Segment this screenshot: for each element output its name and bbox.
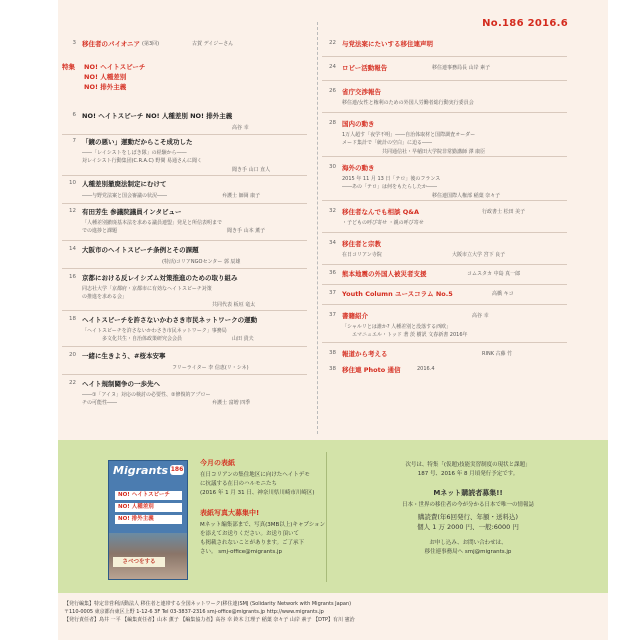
entry-title: ヘイト規制闘争の一歩先へ bbox=[82, 380, 160, 388]
page-number: 7 bbox=[72, 138, 76, 144]
page-number: 28 bbox=[329, 120, 336, 126]
entry-title: 海外の動き bbox=[342, 164, 375, 172]
entry-subtitle: の推進を求める会」 bbox=[82, 294, 128, 300]
photo-call-text: も掲載されないことがあります。ご了承下 bbox=[200, 540, 305, 546]
entry-author: 高谷 幸 bbox=[472, 313, 489, 319]
entry-title: 移住者のパイオニア bbox=[82, 40, 141, 48]
entry-author: 共同通信社・早稲田大学院非常勤講師 澤 康臣 bbox=[382, 149, 486, 155]
cover-line: NO! ヘイトスピーチ bbox=[115, 491, 182, 500]
entry-subtitle: 2016.4 bbox=[417, 366, 435, 372]
entry-title: 書籍紹介 bbox=[342, 312, 368, 320]
entry-subtitle: での進捗と課題 bbox=[82, 228, 118, 234]
publisher-line: 【発行編集】特定非営利活動法人 移住者と連帯する全国ネットワーク(移住連)SMJ (Solidarity Network with Migrants Japan) bbox=[64, 601, 352, 607]
entry-subtitle: 対レイシスト行動集団(C.R.A.C) 野間 易通さんに聞く bbox=[82, 158, 203, 164]
entry-subtitle: 在日コリアン寺院 bbox=[342, 252, 382, 258]
entry-author: フリーライター 李 信恵(リ・シネ) bbox=[172, 365, 249, 371]
next-issue-text: 187 号、2016 年 8 月頃発行予定です。 bbox=[417, 471, 519, 477]
entry-author: (特活)コリアNGOセンター 郭 辰雄 bbox=[162, 259, 241, 265]
entry-title: 移住者と宗教 bbox=[342, 240, 381, 248]
entry-author: 高谷 幸 bbox=[232, 125, 249, 131]
entry-title: ロビー活動報告 bbox=[342, 64, 388, 72]
entry-title: 移住連 Photo 通信 bbox=[342, 366, 401, 374]
page-number: 30 bbox=[329, 164, 336, 170]
page-number: 24 bbox=[329, 64, 336, 70]
cover-photo bbox=[109, 533, 187, 579]
page-number: 37 bbox=[329, 312, 336, 318]
divider bbox=[322, 342, 567, 343]
page-number: 32 bbox=[329, 208, 336, 214]
entry-author: コムスタカ 中島 真一郎 bbox=[467, 271, 521, 277]
page-number: 38 bbox=[329, 366, 336, 372]
entry-title-suffix: (第3回) bbox=[142, 41, 160, 47]
entry-title: 省庁交渉報告 bbox=[342, 88, 381, 96]
entry-subtitle: ――与野党法案と国会審議の状況―― bbox=[82, 193, 168, 199]
entry-title: Youth Column ユースコラム No.5 bbox=[342, 290, 453, 298]
entry-subtitle: チの可能性―― bbox=[82, 400, 118, 406]
address-line: 〒110-0005 東京都台東区上野 1-12-6 3F Tel 03-3837-2316 smj-office@migrants.jp http://www.migrants.jp bbox=[64, 609, 324, 615]
entry-title: 人種差別撤廃法制定にむけて bbox=[82, 180, 167, 188]
page-number: 38 bbox=[329, 350, 336, 356]
magazine-title: Migrants bbox=[113, 464, 169, 477]
divider bbox=[62, 310, 307, 311]
page-number: 36 bbox=[329, 270, 336, 276]
entry-author: 弁護士 富増 四季 bbox=[212, 400, 251, 406]
entry-subtitle: メード集計で「統計の空白」に迫る―― bbox=[342, 140, 433, 146]
entry-subtitle: 「シャルリとは誰か? 人種差別と没落する西欧」 bbox=[342, 324, 452, 330]
divider bbox=[322, 264, 567, 265]
entry-title: 京都における反レイシズム対策推進のための取り組み bbox=[82, 274, 238, 282]
page-number: 26 bbox=[329, 88, 336, 94]
entry-title: 一緒に生きよう、#桜本安寧 bbox=[82, 352, 166, 360]
divider bbox=[62, 203, 307, 204]
subscription-price: 個人 1 万 2000 円、一般:6000 円 bbox=[417, 523, 519, 531]
entry-title: 熊本地震の外国人被災者支援 bbox=[342, 270, 427, 278]
divider bbox=[322, 56, 567, 57]
feature-label: 特集 bbox=[62, 63, 75, 71]
cover-line: NO! 排外主義 bbox=[115, 515, 182, 524]
next-issue-text: 次号は、特集「(仮題)技能実習制度の現状と課題」 bbox=[405, 462, 531, 468]
entry-subtitle: 移住連/女性と権利のための外国人労働者総行動実行委員会 bbox=[342, 100, 474, 106]
entry-author: 弁護士 師岡 康子 bbox=[222, 193, 261, 199]
divider bbox=[322, 304, 567, 305]
entry-author: 移住連国際人権部 稲葉 奈々子 bbox=[432, 193, 501, 199]
cover-caption: (2016 年 1 月 31 日、神奈川県川崎市川崎区) bbox=[200, 490, 315, 496]
page-number: 14 bbox=[69, 246, 76, 252]
entry-title: 大阪市のヘイトスピーチ条例とその課題 bbox=[82, 246, 199, 254]
cover-caption: に抗議する在日のハルモニたち bbox=[200, 481, 278, 487]
info-band bbox=[58, 440, 608, 593]
cover-caption: 在日コリアンの集住地区に向けたヘイトデモ bbox=[200, 472, 310, 478]
page-number: 16 bbox=[69, 274, 76, 280]
contact-text: お申し込み、お問い合わせは、 bbox=[429, 540, 507, 546]
page-number: 12 bbox=[69, 208, 76, 214]
entry-author: 共同代表 板垣 竜太 bbox=[212, 302, 256, 308]
divider bbox=[322, 200, 567, 201]
divider bbox=[322, 156, 567, 157]
entry-subtitle: 「ヘイトスピーチを許さないかわさき市民ネットワーク」事務局 bbox=[82, 328, 227, 334]
divider bbox=[322, 112, 567, 113]
photo-call-heading: 表紙写真大募集中! bbox=[200, 509, 260, 517]
entry-subtitle: ――①「アイヌ」対応の検討の必要性、②修復的アプロー bbox=[82, 392, 211, 398]
entry-author: RINK 古藤 竹 bbox=[482, 351, 513, 357]
editors-line: 【発行責任者】鳥井 一平 【編集責任者】山本 薫子 【編集協力者】高谷 幸 鈴木 江理子 稲葉 奈々子 山岸 素子 【DTP】有川 憲治 bbox=[64, 617, 355, 623]
page-number: 18 bbox=[69, 316, 76, 322]
page-number: 10 bbox=[69, 180, 76, 186]
entry-author: 行政書士 松田 美子 bbox=[482, 209, 526, 215]
page-number: 6 bbox=[72, 112, 76, 118]
feature-line: NO! ヘイトスピーチ bbox=[84, 63, 146, 71]
divider bbox=[62, 346, 307, 347]
page-number: 22 bbox=[329, 40, 336, 46]
photo-call-text[interactable]: さい。 smj-office@migrants.jp bbox=[200, 549, 282, 555]
feature-line: NO! 人種差別 bbox=[84, 73, 127, 81]
divider bbox=[62, 240, 307, 241]
entry-author: 山田 貴夫 bbox=[232, 336, 254, 342]
magazine-number: 186 bbox=[170, 466, 184, 473]
photo-call-text: Mネット編集部まで、写真(3MB以上)キャプション bbox=[200, 522, 326, 528]
colophon bbox=[58, 600, 608, 624]
contact-email[interactable]: 移住連事務局へ smj@migrants.jp bbox=[424, 549, 512, 555]
entry-title: 報道から考える bbox=[342, 350, 388, 358]
cover-line: NO! 人種差別 bbox=[115, 503, 182, 512]
page-number: 22 bbox=[69, 380, 76, 386]
divider bbox=[62, 374, 307, 375]
column-divider bbox=[317, 22, 318, 434]
divider bbox=[62, 175, 307, 176]
entry-author: 古賀 デイジーさん bbox=[192, 41, 234, 47]
entry-title: 移住者なんでも相談 Q&A bbox=[342, 208, 419, 216]
entry-subtitle: 2015 年 11 月 13 日「テロ」後のフランス bbox=[342, 176, 441, 182]
cover-banner: さべつをする bbox=[113, 557, 165, 567]
subscription-price: 購読費(年6回発行、年額・送料込) bbox=[417, 513, 519, 521]
page-number: 20 bbox=[69, 352, 76, 358]
cover-thumbnail[interactable] bbox=[108, 460, 188, 580]
entry-title: NO! ヘイトスピーチ NO! 人種差別 NO! 排外主義 bbox=[82, 112, 233, 120]
page-number: 3 bbox=[72, 40, 76, 46]
subscription-tagline: 日本・世界の移住者の今が分かる日本で唯一の情報誌 bbox=[401, 502, 534, 508]
entry-title: 与党法案にたいする移住連声明 bbox=[342, 40, 433, 48]
divider bbox=[322, 232, 567, 233]
cover-heading: 今月の表紙 bbox=[200, 459, 235, 467]
band-divider bbox=[326, 452, 327, 582]
entry-subtitle: ――「レイシストをしばき隊」の経験から―― bbox=[82, 150, 187, 156]
entry-subtitle: 1万人超す「夜学不明」――自治体取材と国際調査オーダー bbox=[342, 132, 476, 138]
entry-subtitle: エマニュエル・トッド 著 茨 樹訳 文春新書 2016年 bbox=[352, 332, 468, 338]
divider bbox=[322, 80, 567, 81]
entry-title: 「鏡の悪い」運動だからこそ成功した bbox=[82, 138, 193, 146]
entry-author: 大阪市立大学 宮下 良子 bbox=[452, 252, 506, 258]
entry-subtitle: 同志社大学「京都府・京都市に有効なヘイトスピーチ対策 bbox=[82, 286, 212, 292]
entry-author: 聞き手 山口 直人 bbox=[232, 167, 271, 173]
divider bbox=[62, 134, 307, 135]
entry-subtitle: 多文化共生・自治体政策研究会会員 bbox=[102, 336, 183, 342]
divider bbox=[322, 284, 567, 285]
photo-call-text: を添えてお送りください。お送り頂いて bbox=[200, 531, 300, 537]
entry-title: 有田芳生 参議院議員インタビュー bbox=[82, 208, 182, 216]
entry-subtitle: ・子どもの呼び寄せ ・親の呼び寄せ bbox=[342, 220, 424, 226]
entry-author: 移住連事務局長 山岸 素子 bbox=[432, 65, 491, 71]
divider bbox=[62, 268, 307, 269]
page-number: 37 bbox=[329, 290, 336, 296]
entry-subtitle: ――あの「テロ」は何をもたらしたか―― bbox=[342, 184, 438, 190]
subscription-heading: Mネット購読者募集!! bbox=[433, 489, 503, 497]
page-number: 34 bbox=[329, 240, 336, 246]
entry-author: 高橋 キコ bbox=[492, 291, 514, 297]
feature-line: NO! 排外主義 bbox=[84, 83, 127, 91]
issue-number: No.186 2016.6 bbox=[482, 18, 568, 29]
entry-title: 国内の動き bbox=[342, 120, 375, 128]
entry-subtitle: 「人種差別撤廃基本法を求める議員連盟」発足と所信表明まで bbox=[82, 220, 223, 226]
entry-title: ヘイトスピーチを許さないかわさき市民ネットワークの運動 bbox=[82, 316, 258, 324]
entry-author: 聞き手 山本 薫子 bbox=[227, 228, 266, 234]
